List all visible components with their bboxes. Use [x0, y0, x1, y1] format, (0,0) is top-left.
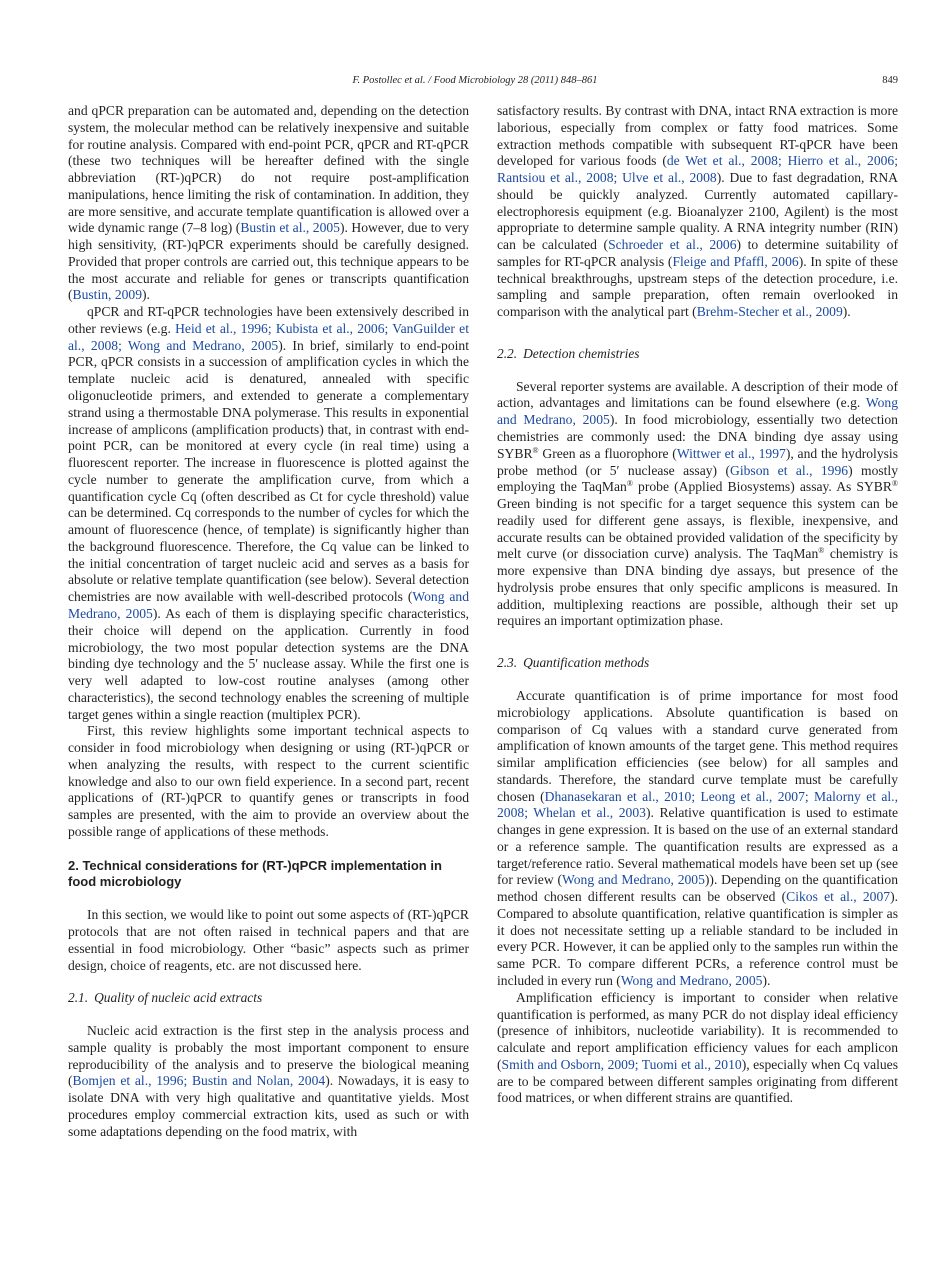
paragraph: qPCR and RT-qPCR technologies have been extensively described in other reviews (e.g. Heid et al., 1996; Kubista et al., 2006; VanGuilder et al., 2008; Wong and Medrano, 2005). In brief, similarly to end-point PCR, qPCR consists in a succession of amplification cycles in which the template nucleic acid is denatured, annealed with specific oligonucleotide primers, and extended to generate a complementary strand using a thermostable DNA polymerase. This results in exponential increase of amplicons (amplification products) that, in contrast with end-point PCR, can be monitored at every cycle (in real time) using a fluorescent reporter. The increase in fluorescence is plotted against the cycle number to generate the amplification curve, from which a quantification cycle Cq (often described as Ct for cycle threshold) value can be determined. Cq corresponds to the number of cycles for which the amount of fluorescence (hence, of template) is significantly higher than the background fluorescence. Therefore, the Cq value can be linked to the initial concentration of target nucleic acid and serves as a basis for absolute or relative template quantification (see below). Several detection chemistries are now available with well-described protocols (Wong and Medrano, 2005). As each of them is displaying specific characteristics, their choice will depend on the application. Currently in food microbiology, the two most popular detection systems are the DNA binding dye technology and the 5′ nuclease assay. While the first one is very well adapted to low-cost routine analyses (among other characteristics), the second technology enables the screening of multiple target genes within a single reaction (multiplex PCR). — [68, 304, 470, 722]
citation-link[interactable]: Schroeder et al., 2006 — [608, 237, 737, 253]
citation-link[interactable]: Wong and Medrano, 2005 — [562, 872, 705, 888]
subsection-heading: 2.3. Quantification methods — [497, 655, 650, 671]
citation-link[interactable]: Wong and Medrano, 2005 — [68, 589, 469, 621]
citation-link[interactable]: de Wet et al., 2008; Hierro et al., 2006; Rantsiou et al., 2008; Ulve et al., 2008 — [497, 153, 898, 186]
paragraph: Nucleic acid extraction is the first step in the analysis process and sample quality is probably the most important component to ensure reproducibility of the analysis and to preserve the biological meaning (Bomjen et al., 1996; Bustin and Nolan, 2004). Nowadays, it is easy to isolate DNA with very high qualitative and quantitative yields. Most procedures employ commercial extraction kits, used as such or with some adaptations depending on the food matrix, with — [68, 1023, 470, 1139]
citation-link[interactable]: Wong and Medrano, 2005 — [497, 395, 898, 428]
citation-link[interactable]: Wittwer et al., 1997 — [676, 445, 786, 461]
paragraph: and qPCR preparation can be automated and, depending on the detection system, the molecular method can be relatively inexpensive and suitable for routine analysis. Compared with end-point PCR, qPCR and RT-qPCR (these two techniques will be hereafter defined with the single abbreviation (RT-)qPCR) do not require post-amplification manipulations, hence limiting the risk of contamination. In addition, they are more sensitive, and accurate template quantification is allowed over a wide dynamic range (7–8 log) (Bustin et al., 2005). However, due to very high sensitivity, (RT-)qPCR experiments should be carefully designed. Provided that proper controls are carried out, this technique appears to be the most accurate and reliable for genes or transcripts quantification (Bustin, 2009). — [68, 103, 469, 303]
citation-link[interactable]: Dhanasekaran et al., 2010; Leong et al., 2007; Malorny et al., 2008; Whelan et al., 2003 — [497, 788, 898, 821]
paragraph: Amplification efficiency is important to consider when relative quantification is performed, as many PCR do not display ideal efficiency (presence of inhibitors, nucleotide variability). It is recommended to calculate and report amplification efficiency values for each amplicon (Smith and Osborn, 2009; Tuomi et al., 2010), especially when Cq values are to be compared between different samples originating from different food matrices, or when different strains are quantified. — [497, 989, 899, 1106]
paragraph: satisfactory results. By contrast with DNA, intact RNA extraction is more laborious, especially from complex or fatty food matrices. Some extraction methods compatible with subsequent RT-qPCR have been developed for various foods (de Wet et al., 2008; Hierro et al., 2006; Rantsiou et al., 2008; Ulve et al., 2008). Due to fast degradation, RNA should be quickly analyzed. Currently automated capillary-electrophoresis equipment (e.g. Bioanalyzer 2100, Agilent) is the most appropriate to determine sample quality. A RNA integrity number (RIN) can be calculated (Schroeder et al., 2006) to determine suitability of samples for RT-qPCR analysis (Fleige and Pfaffl, 2006). In spite of these technical breakthroughs, upstream steps of the detection procedure, i.e. sampling and sample preparation, often remain overlooked in comparison with the analytical part (Brehm-Stecher et al., 2009). — [497, 103, 899, 320]
registered-mark: ® — [818, 546, 825, 556]
citation-link[interactable]: Brehm-Stecher et al., 2009 — [696, 304, 843, 320]
left-column — [68, 103, 469, 1140]
running-head-citation: F. Postollec et al. / Food Microbiology 28 (2011) 848–861 — [352, 75, 598, 86]
subsection-heading: 2.2. Detection chemistries — [497, 345, 640, 361]
subsection-heading: 2.1. Quality of nucleic acid extracts — [68, 990, 263, 1006]
registered-mark: ® — [891, 479, 898, 489]
paragraph: Accurate quantification is of prime importance for most food microbiology applications. Absolute quantification is based on comparison of Cq values with a standard curve generated from amplification of known amounts of the target gene. This method requires similar amplification efficiencies (see below) for all samples and standards. Therefore, the standard curve template must be carefully chosen (Dhanasekaran et al., 2010; Leong et al., 2007; Malorny et al., 2008; Whelan et al., 2003). Relative quantification is used to estimate changes in gene expression. It is based on the use of an external standard or a reference sample. The quantification results are expressed as a target/reference ratio. Several mathematical models have been set up (see for review (Wong and Medrano, 2005)). Depending on the quantification method chosen different results can be observed (Cikos et al., 2007). Compared to absolute quantification, relative quantification is simpler as it does not necessitate setting up a reliable standard to be included in every PCR. However, it can be applied only to the samples run within the same PCR. To compare different PCRs, a reference control must be included in every run (Wong and Medrano, 2005). — [497, 687, 899, 988]
paragraph: Several reporter systems are available. A description of their mode of action, advantages and limitations can be found elsewhere (e.g. Wong and Medrano, 2005). In food microbiology, essentially two detection chemistries are commonly used: the DNA binding dye assay using SYBR® Green as a fluorophore (Wittwer et al., 1997), and the hydrolysis probe method (or 5′ nuclease assay) (Gibson et al., 1996) mostly employing the TaqMan® probe (Applied Biosystems) assay. As SYBR® Green binding is not specific for a target sequence this system can be readily used for different gene assays, is flexible, inexpensive, and accurate results can be obtained provided validation of the specificity by melt curve (or dissociation curve) analysis. The TaqMan® chemistry is more expensive than DNA binding dye assays, but presence of the hydrolysis probe ensures that only specific amplicons is measured. In addition, multiplexing reactions are possible, although their set up requires an important optimization phase. — [497, 378, 899, 629]
right-column — [497, 103, 898, 1107]
citation-link[interactable]: Fleige and Pfaffl, 2006 — [672, 253, 799, 269]
citation-link[interactable]: Bomjen et al., 1996; Bustin and Nolan, 2004 — [72, 1073, 326, 1089]
citation-link[interactable]: Gibson et al., 1996 — [730, 462, 849, 478]
citation-link[interactable]: Wong and Medrano, 2005 — [620, 972, 763, 988]
registered-mark: ® — [532, 445, 539, 455]
citation-link[interactable]: Cikos et al., 2007 — [786, 889, 891, 905]
page-number: 849 — [882, 75, 898, 86]
registered-mark: ® — [626, 479, 633, 489]
section-heading: 2. Technical considerations for (RT-)qPCR implementation in food microbiology — [68, 857, 442, 890]
citation-link[interactable]: Bustin, 2009 — [72, 287, 143, 303]
citation-link[interactable]: Bustin et al., 2005 — [240, 220, 340, 236]
paragraph: In this section, we would like to point out some aspects of (RT-)qPCR protocols that are not often raised in technical papers and that are essential in food microbiology. Other “basic” aspects such as primer design, choice of reagents, etc. are not discussed here. — [68, 907, 469, 973]
citation-link[interactable]: Smith and Osborn, 2009; Tuomi et al., 2010 — [501, 1056, 742, 1072]
paragraph: First, this review highlights some important technical aspects to consider in food microbiology when designing or using (RT-)qPCR or when analyzing the results, with respect to the current scientific knowledge and also to our own field experience. In a second part, recent applications of (RT-)qPCR to quantify genes or transcripts in food samples are presented, with the aim to provide an overview about the possible range of applications of these methods. — [68, 723, 469, 839]
citation-link[interactable]: Heid et al., 1996; Kubista et al., 2006; VanGuilder et al., 2008; Wong and Medrano, 2005 — [68, 320, 469, 353]
